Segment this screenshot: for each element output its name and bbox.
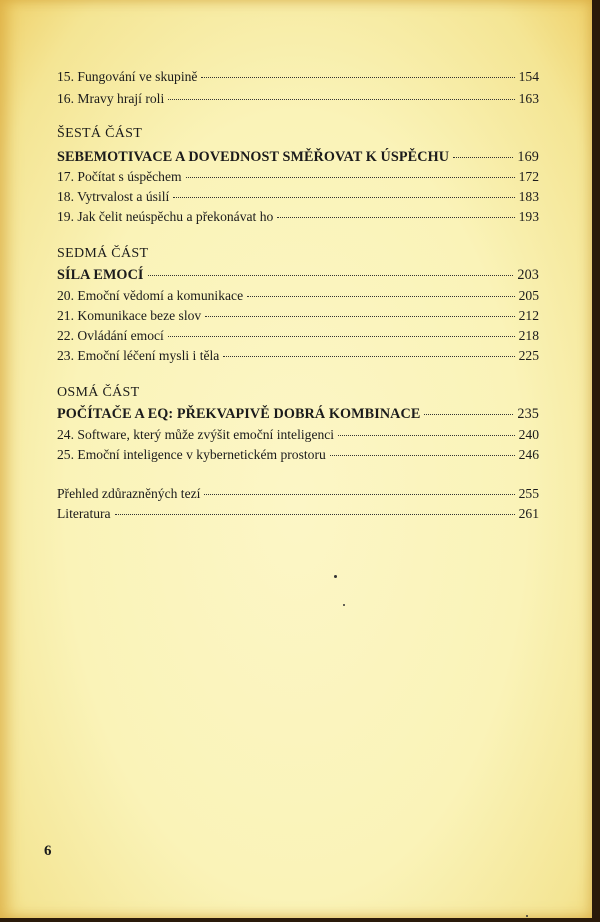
dot-leader	[168, 99, 514, 100]
toc-section-eight	[57, 405, 539, 423]
dot-leader	[168, 336, 515, 337]
entry-title: 18. Vytrvalost a úsilí	[57, 189, 170, 204]
entry-page: 169	[517, 149, 539, 165]
dot-leader	[186, 177, 515, 178]
dot-leader	[204, 494, 514, 495]
dot-leader	[424, 414, 513, 415]
toc-entry-21	[57, 307, 539, 325]
entry-title: 15. Fungování ve skupině	[57, 69, 198, 84]
toc-entry-theses	[57, 485, 539, 503]
dot-leader	[173, 197, 514, 198]
entry-page: 240	[518, 427, 539, 442]
entry-title: Přehled zdůrazněných tezí	[57, 486, 201, 501]
dot-leader	[453, 157, 513, 158]
entry-page: 183	[518, 189, 539, 204]
dot-leader	[223, 356, 514, 357]
entry-title: 24. Software, který může zvýšit emoční inteligenci	[57, 427, 335, 442]
entry-title: 23. Emoční léčení mysli i těla	[57, 348, 220, 363]
entry-page: 154	[518, 69, 539, 84]
entry-page: 261	[518, 506, 539, 521]
entry-page: 225	[518, 348, 539, 363]
part-heading-seven: SEDMÁ ČÁST	[57, 246, 149, 261]
entry-title: SEBEMOTIVACE A DOVEDNOST SMĚŘOVAT K ÚSPĚCHU	[57, 149, 450, 165]
toc-entry-19	[57, 208, 539, 226]
print-speck	[343, 604, 345, 606]
entry-page: 193	[518, 209, 539, 224]
dot-leader	[247, 296, 514, 297]
entry-page: 212	[518, 308, 539, 323]
toc-section-six	[57, 148, 539, 166]
entry-title: 22. Ovládání emocí	[57, 328, 164, 343]
entry-page: 163	[518, 91, 539, 106]
part-heading-six: ŠESTÁ ČÁST	[57, 126, 143, 141]
toc-entry-22	[57, 327, 539, 345]
toc-entry-18	[57, 188, 539, 206]
page-number: 6	[44, 843, 52, 859]
dot-leader	[277, 217, 514, 218]
toc-entry-16	[57, 90, 539, 108]
entry-title: SÍLA EMOCÍ	[57, 267, 144, 283]
toc-entry-17	[57, 168, 539, 186]
entry-title: Literatura	[57, 506, 111, 521]
print-speck	[334, 575, 337, 578]
entry-title: 25. Emoční inteligence v kybernetickém prostoru	[57, 447, 326, 462]
entry-page: 172	[518, 169, 539, 184]
entry-title: 19. Jak čelit neúspěchu a překonávat ho	[57, 209, 274, 224]
entry-page: 246	[518, 447, 539, 462]
dot-leader	[115, 514, 515, 515]
dot-leader	[330, 455, 515, 456]
dot-leader	[148, 275, 514, 276]
toc-entry-23	[57, 347, 539, 365]
entry-title: 20. Emoční vědomí a komunikace	[57, 288, 244, 303]
dot-leader	[201, 77, 514, 78]
part-heading-eight: OSMÁ ČÁST	[57, 385, 140, 400]
entry-page: 235	[517, 406, 539, 422]
toc-entry-literature	[57, 505, 539, 523]
toc-entry-25	[57, 446, 539, 464]
toc-entry-15	[57, 68, 539, 86]
toc-section-seven	[57, 266, 539, 284]
toc-entry-24	[57, 426, 539, 444]
dot-leader	[205, 316, 514, 317]
entry-title: POČÍTAČE A EQ: PŘEKVAPIVĚ DOBRÁ KOMBINACE	[57, 406, 421, 422]
entry-page: 255	[518, 486, 539, 501]
entry-page: 203	[517, 267, 539, 283]
dot-leader	[338, 435, 515, 436]
toc-entry-20	[57, 287, 539, 305]
entry-page: 205	[518, 288, 539, 303]
entry-page: 218	[518, 328, 539, 343]
entry-title: 16. Mravy hrají roli	[57, 91, 165, 106]
entry-title: 17. Počítat s úspěchem	[57, 169, 182, 184]
entry-title: 21. Komunikace beze slov	[57, 308, 202, 323]
print-speck	[526, 915, 528, 917]
